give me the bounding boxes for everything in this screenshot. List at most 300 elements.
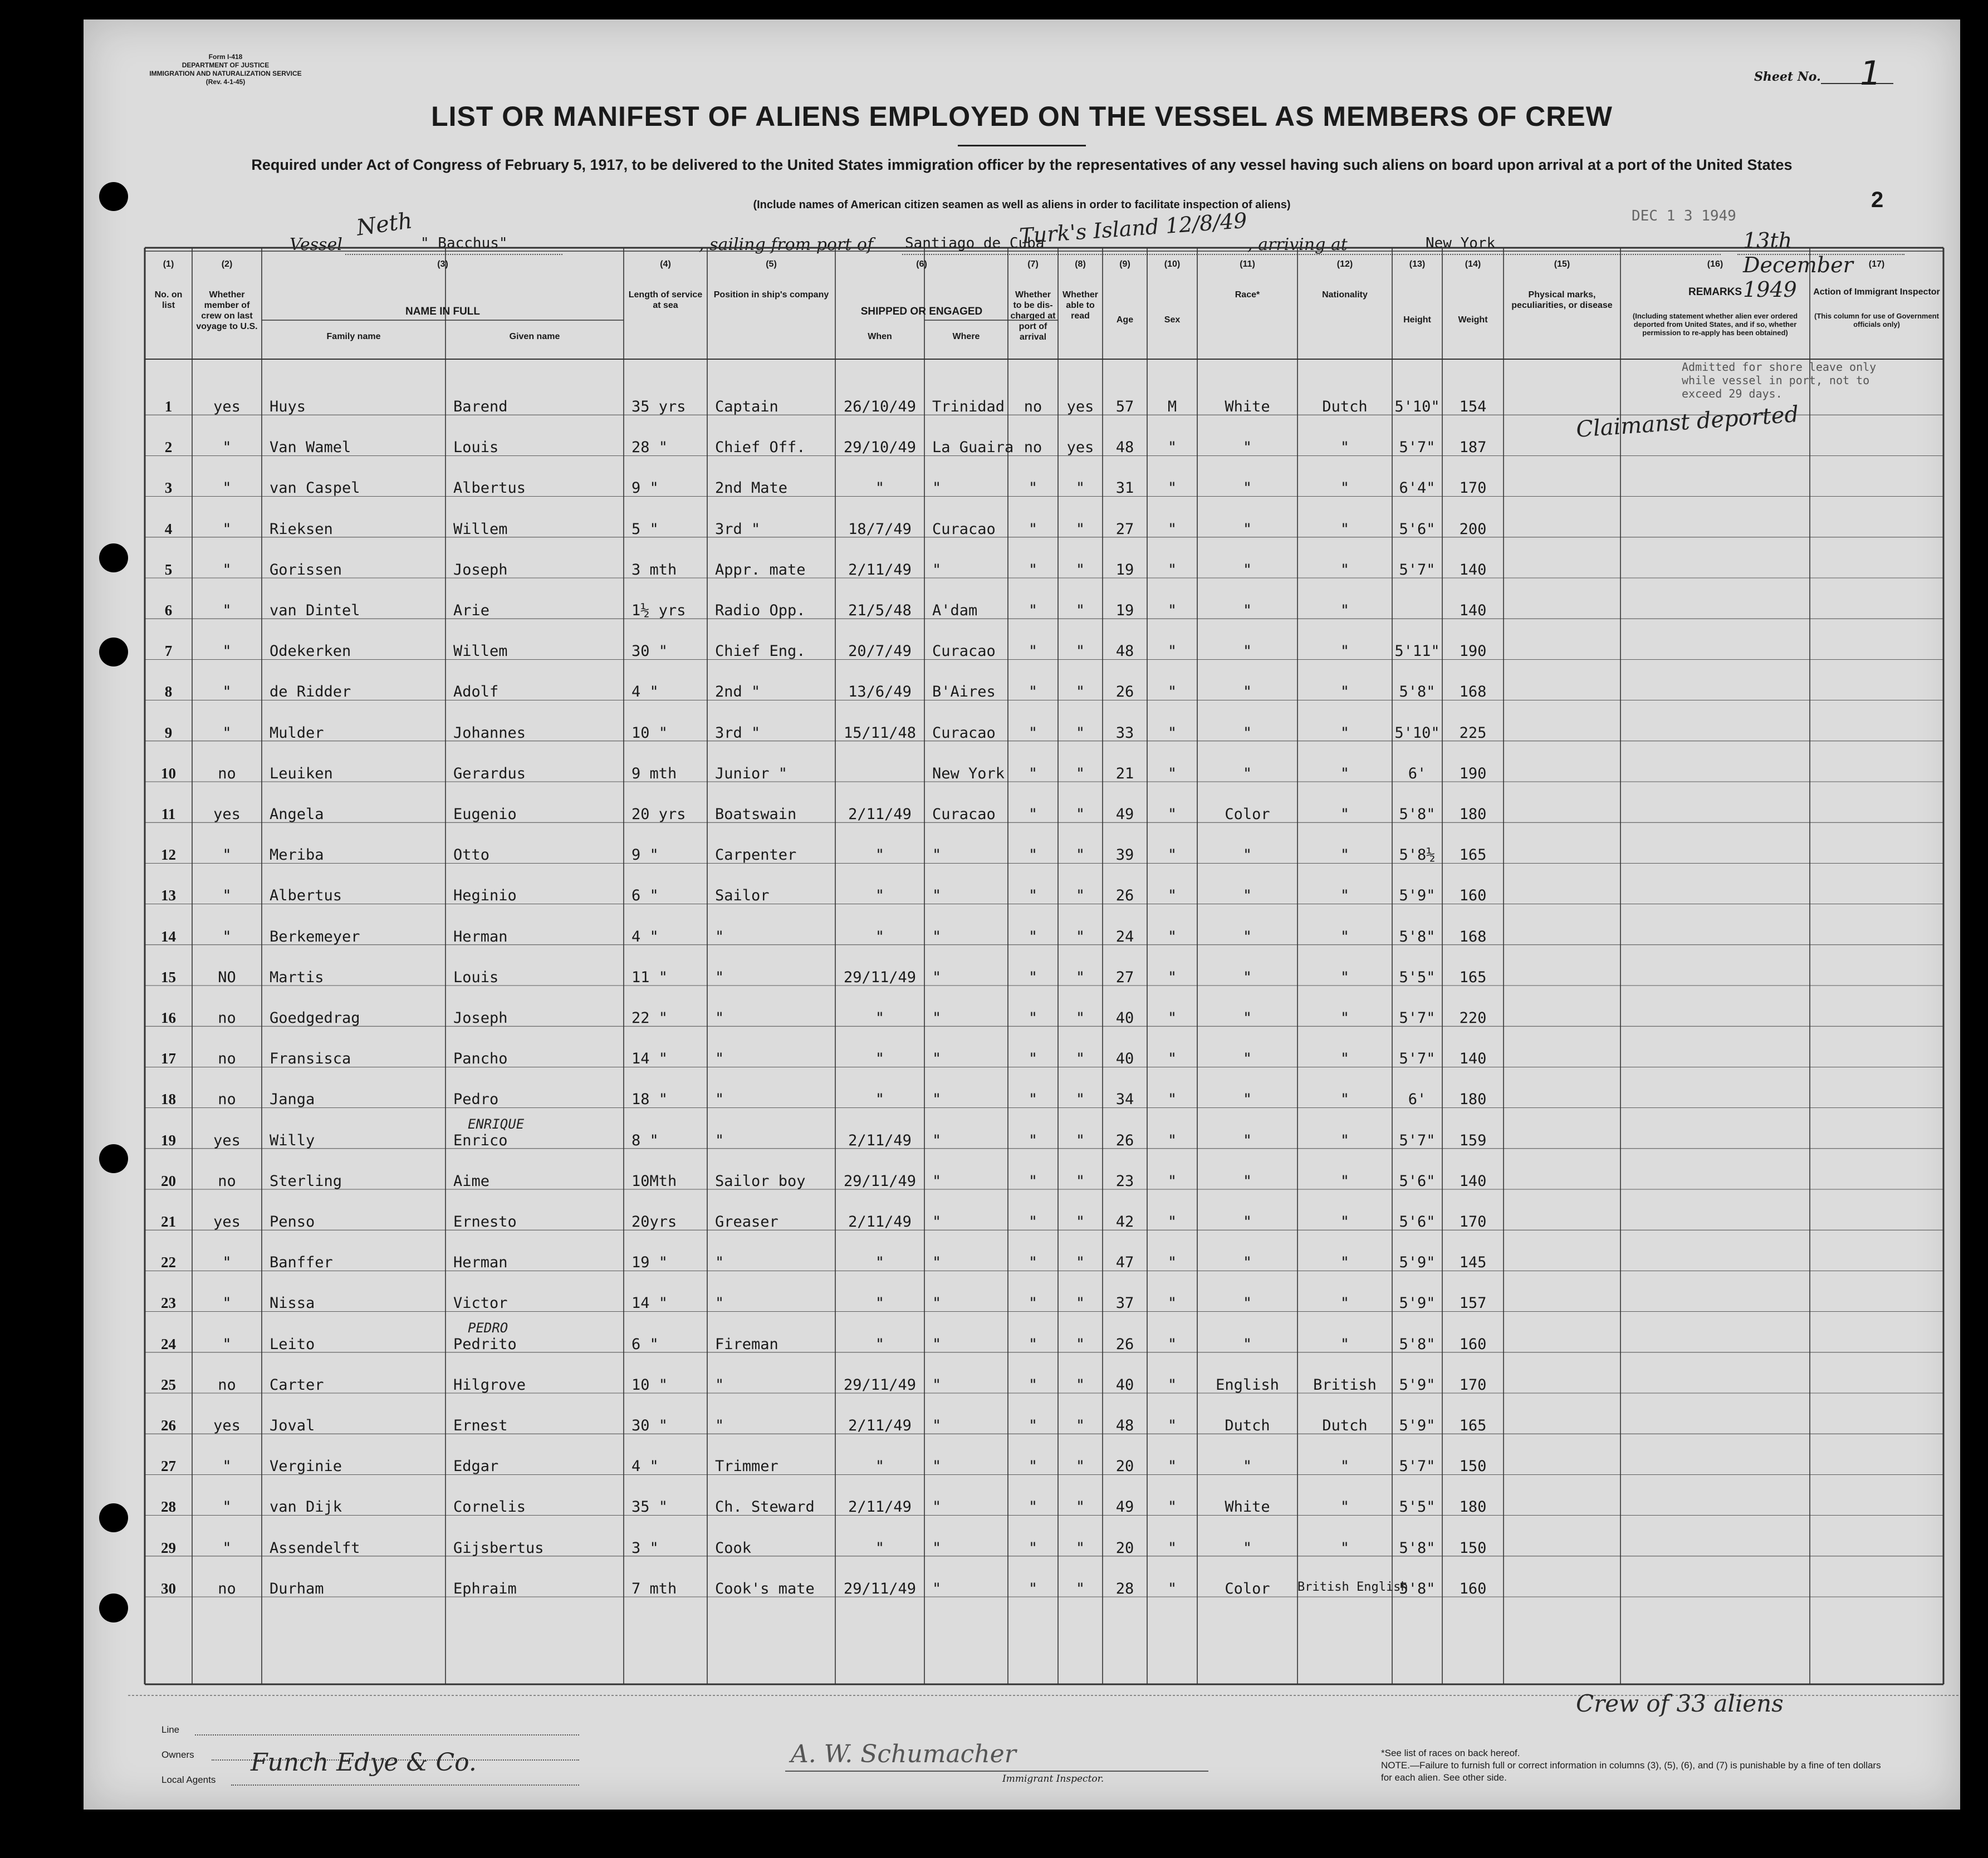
column-number: (6)	[916, 259, 927, 269]
cell-prev: "	[222, 1335, 232, 1353]
sailing-port: Santiago de Cuba	[905, 235, 1045, 252]
cell-position: Sailor boy	[715, 1172, 806, 1190]
cell-no: 14	[161, 928, 176, 945]
cell-prev: "	[222, 1498, 232, 1516]
cell-sex: "	[1167, 968, 1177, 986]
cell-read: "	[1075, 520, 1085, 538]
arrival-date: 13th December 1949	[1743, 228, 1853, 302]
cell-when: 18/7/49	[848, 520, 912, 538]
cell-when: 29/10/49	[843, 439, 917, 457]
cell-prev: "	[222, 520, 232, 538]
cell-height: 5'10"	[1394, 724, 1440, 742]
cell-given: Pedrito	[453, 1335, 517, 1353]
cell-when: 13/6/49	[848, 683, 912, 701]
cell-age: 20	[1115, 1539, 1134, 1557]
cell-prev: yes	[213, 1417, 241, 1434]
cell-race: White	[1225, 1498, 1270, 1516]
cell-sex: "	[1167, 1213, 1177, 1231]
cell-position: "	[715, 1254, 724, 1272]
cell-read: "	[1075, 1335, 1085, 1353]
cell-no: 12	[161, 846, 176, 864]
cell-no: 27	[161, 1458, 176, 1475]
cell-read: "	[1075, 1050, 1085, 1068]
cell-service: 5 "	[631, 520, 659, 538]
cell-nat: British English	[1297, 1580, 1408, 1594]
inspector-label: Immigrant Inspector.	[1002, 1773, 1104, 1785]
cell-family: Willy	[270, 1131, 315, 1149]
cell-service: 28 "	[631, 439, 668, 457]
line-rule	[195, 1734, 579, 1736]
column-number: (2)	[221, 259, 233, 269]
cell-nat: Dutch	[1322, 398, 1368, 415]
cell-given: Louis	[453, 439, 499, 457]
cell-no: 23	[161, 1295, 176, 1312]
sheet-number-label: Sheet No.	[1754, 70, 1821, 84]
cell-service: 9 "	[631, 846, 659, 864]
cell-sex: "	[1167, 1131, 1177, 1149]
cell-no: 13	[161, 887, 176, 904]
cell-age: 48	[1115, 1417, 1134, 1434]
cell-service: 20 yrs	[631, 806, 686, 823]
cell-disch: "	[1028, 887, 1038, 905]
crew-count-note: Crew of 33 aliens	[1576, 1690, 1784, 1717]
cell-no: 6	[164, 602, 173, 619]
cell-height: 5'7"	[1399, 1009, 1436, 1027]
cell-nat: "	[1340, 806, 1350, 823]
cell-when: "	[875, 846, 885, 864]
cell-weight: 180	[1459, 1498, 1487, 1516]
cell-race: "	[1242, 724, 1252, 742]
inspector-rule	[785, 1771, 1208, 1772]
cell-where: "	[932, 561, 942, 579]
cell-sex: "	[1167, 1498, 1177, 1516]
cell-height: 5'11"	[1394, 643, 1440, 660]
cell-age: 49	[1115, 806, 1134, 823]
agents-rule	[231, 1785, 579, 1786]
cell-weight: 157	[1459, 1295, 1487, 1312]
cell-disch: no	[1024, 439, 1042, 457]
cell-age: 26	[1115, 1335, 1134, 1353]
cell-weight: 168	[1459, 928, 1487, 945]
cell-disch: "	[1028, 1091, 1038, 1109]
cell-given: Edgar	[453, 1458, 499, 1475]
cell-age: 42	[1115, 1213, 1134, 1231]
cell-read: "	[1075, 968, 1085, 986]
cell-read: "	[1075, 1172, 1085, 1190]
cell-family: Assendelft	[270, 1539, 360, 1557]
cell-read: "	[1075, 1498, 1085, 1516]
column-subnote: (Including statement whether alien ever ordered deported from United States, and if so, whether permission to re-apply has been obtained)	[1632, 312, 1798, 337]
cell-disch: "	[1028, 1254, 1038, 1272]
cell-service: 35 yrs	[631, 398, 686, 415]
column-label: Nationality	[1322, 290, 1368, 300]
cell-sex: M	[1167, 398, 1177, 415]
cell-where: "	[932, 1254, 942, 1272]
cell-race: "	[1242, 887, 1252, 905]
cell-family: van Caspel	[270, 479, 360, 497]
column-number: (17)	[1868, 259, 1885, 269]
cell-given: Johannes	[453, 724, 526, 742]
cell-given: Ernesto	[453, 1213, 517, 1231]
cell-where: "	[932, 1213, 942, 1231]
cell-where: "	[932, 846, 942, 864]
cell-read: "	[1075, 1254, 1085, 1272]
cell-nat: "	[1340, 1254, 1350, 1272]
cell-no: 1	[164, 398, 173, 415]
cell-height: 5'9"	[1399, 1254, 1436, 1272]
cell-where: Curacao	[932, 520, 996, 538]
cell-race: "	[1242, 602, 1252, 619]
cell-given: Willem	[453, 520, 508, 538]
cell-no: 30	[161, 1580, 176, 1597]
cell-weight: 154	[1459, 398, 1487, 415]
cell-when: 29/11/49	[843, 1376, 917, 1394]
cell-age: 34	[1115, 1091, 1134, 1109]
cell-no: 11	[161, 806, 176, 822]
cell-disch: "	[1028, 764, 1038, 782]
cell-read: "	[1075, 928, 1085, 945]
cell-family: Janga	[270, 1091, 315, 1109]
cell-service: 4 "	[631, 928, 659, 945]
cell-given: Adolf	[453, 683, 499, 701]
cell-nat: "	[1340, 1335, 1350, 1353]
cell-sex: "	[1167, 683, 1177, 701]
cell-height: 5'5"	[1399, 1498, 1436, 1516]
cell-disch: no	[1024, 398, 1042, 415]
cell-weight: 190	[1459, 643, 1487, 660]
cell-read: "	[1075, 1009, 1085, 1027]
cell-nat: "	[1340, 1539, 1350, 1557]
cell-sex: "	[1167, 887, 1177, 905]
cell-age: 19	[1115, 561, 1134, 579]
column-label: Race*	[1235, 290, 1260, 300]
cell-family: Joval	[270, 1417, 315, 1434]
cell-sex: "	[1167, 643, 1177, 660]
cell-prev: NO	[218, 968, 236, 986]
cell-nat: "	[1340, 602, 1350, 619]
cell-weight: 140	[1459, 561, 1487, 579]
cell-prev: "	[222, 479, 232, 497]
sailing-label: , sailing from port of	[699, 235, 874, 254]
column-number: (9)	[1119, 259, 1130, 269]
cell-weight: 150	[1459, 1458, 1487, 1475]
cell-sex: "	[1167, 561, 1177, 579]
cell-age: 48	[1115, 643, 1134, 660]
cell-when: "	[875, 887, 885, 905]
cell-service: 30 "	[631, 1417, 668, 1434]
cell-height: 5'7"	[1399, 439, 1436, 457]
cell-sex: "	[1167, 1539, 1177, 1557]
cell-prev: "	[222, 887, 232, 905]
cell-sex: "	[1167, 928, 1177, 945]
cell-disch: "	[1028, 1213, 1038, 1231]
cell-where: "	[932, 1091, 942, 1109]
cell-disch: "	[1028, 479, 1038, 497]
cell-age: 37	[1115, 1295, 1134, 1312]
column-number: (11)	[1240, 259, 1255, 269]
cell-read: "	[1075, 806, 1085, 823]
cell-no: 15	[161, 968, 176, 986]
cell-read: "	[1075, 1580, 1085, 1597]
cell-given: Joseph	[453, 561, 508, 579]
cell-when: "	[875, 1091, 885, 1109]
cell-given: Joseph	[453, 1009, 508, 1027]
vessel-flag-handwritten: Neth	[355, 208, 414, 241]
cell-when: "	[875, 1254, 885, 1272]
cell-race: "	[1242, 928, 1252, 945]
cell-weight: 180	[1459, 1091, 1487, 1109]
cell-age: 47	[1115, 1254, 1134, 1272]
cell-weight: 200	[1459, 520, 1487, 538]
cell-disch: "	[1028, 1335, 1038, 1353]
form-identifier	[145, 53, 306, 86]
cell-family: Huys	[270, 398, 306, 415]
cell-weight: 165	[1459, 846, 1487, 864]
cell-when: "	[875, 1335, 885, 1353]
cell-no: 25	[161, 1376, 176, 1393]
manifest-sheet	[84, 19, 1960, 1810]
cell-height: 5'7"	[1399, 1050, 1436, 1068]
cell-prev: no	[218, 1050, 236, 1068]
cell-given: Gerardus	[453, 764, 526, 782]
owners-label: Owners	[161, 1749, 194, 1760]
cell-family: de Ridder	[270, 683, 351, 701]
cell-when: "	[875, 1458, 885, 1475]
cell-position: "	[715, 968, 724, 986]
cell-read: "	[1075, 1539, 1085, 1557]
cell-prev: "	[222, 846, 232, 864]
cell-position: 3rd "	[715, 724, 761, 742]
cell-disch: "	[1028, 602, 1038, 619]
cell-service: 19 "	[631, 1254, 668, 1272]
cell-height: 5'5"	[1399, 968, 1436, 986]
cell-sex: "	[1167, 1172, 1177, 1190]
cell-no: 28	[161, 1498, 176, 1516]
cell-family: Mulder	[270, 724, 324, 742]
cell-read: "	[1075, 1213, 1085, 1231]
cell-weight: 145	[1459, 1254, 1487, 1272]
cell-nat: "	[1340, 846, 1350, 864]
arriving-port-rule	[1359, 254, 1721, 255]
cell-when: "	[875, 1295, 885, 1312]
cell-where: Trinidad	[932, 398, 1005, 415]
column-number: (8)	[1075, 259, 1086, 269]
cell-service: 4 "	[631, 1458, 659, 1475]
cell-when: 29/11/49	[843, 1172, 917, 1190]
arriving-port: New York	[1426, 235, 1496, 252]
footnote	[1381, 1747, 1882, 1784]
column-label: SHIPPED OR ENGAGED	[860, 306, 983, 317]
column-number: (3)	[437, 259, 448, 269]
cell-family: Martis	[270, 968, 324, 986]
cell-when: "	[875, 928, 885, 945]
cell-where: Curacao	[932, 643, 996, 660]
cell-service: 4 "	[631, 683, 659, 701]
cell-given: Heginio	[453, 887, 517, 905]
cell-sex: "	[1167, 1580, 1177, 1597]
cell-when: 26/10/49	[843, 398, 917, 415]
cell-where: "	[932, 928, 942, 945]
cell-family: Meriba	[270, 846, 324, 864]
cell-age: 26	[1115, 683, 1134, 701]
cell-height: 5'9"	[1399, 887, 1436, 905]
cell-when: "	[875, 1539, 885, 1557]
cell-prev: "	[222, 602, 232, 619]
cell-nat: "	[1340, 561, 1350, 579]
column-sublabel: Given name	[509, 332, 560, 341]
cell-disch: "	[1028, 1498, 1038, 1516]
corner-number: 2	[1871, 188, 1884, 212]
cell-no: 22	[161, 1254, 176, 1271]
cell-read: "	[1075, 1295, 1085, 1312]
cell-nat: "	[1340, 1050, 1350, 1068]
cell-family: Leuiken	[270, 764, 333, 782]
cell-nat: "	[1340, 1295, 1350, 1312]
column-number: (13)	[1409, 259, 1426, 269]
cell-read: "	[1075, 643, 1085, 660]
cell-position: Ch. Steward	[715, 1498, 815, 1516]
date-stamp: DEC 1 3 1949	[1632, 208, 1736, 224]
vessel-label: Vessel	[290, 235, 342, 254]
vessel-name-rule	[345, 254, 562, 255]
cell-prev: no	[218, 1009, 236, 1027]
cell-read: "	[1075, 1458, 1085, 1475]
cell-race: "	[1242, 1539, 1252, 1557]
cell-read: "	[1075, 1417, 1085, 1434]
cell-race: "	[1242, 1213, 1252, 1231]
cell-where: "	[932, 1050, 942, 1068]
cell-no: 26	[161, 1417, 176, 1434]
cell-age: 49	[1115, 1498, 1134, 1516]
cell-given: Ephraim	[453, 1580, 517, 1597]
cell-disch: "	[1028, 846, 1038, 864]
cell-service: 9 mth	[631, 764, 677, 782]
cell-race: "	[1242, 479, 1252, 497]
cell-age: 23	[1115, 1172, 1134, 1190]
cell-no: 24	[161, 1335, 176, 1352]
cell-height: 6'4"	[1399, 479, 1436, 497]
cell-disch: "	[1028, 1009, 1038, 1027]
cell-height: 5'8"	[1399, 683, 1436, 701]
cell-nat: "	[1340, 683, 1350, 701]
cell-race: "	[1242, 561, 1252, 579]
cell-race: "	[1242, 1050, 1252, 1068]
punch-hole	[99, 543, 128, 572]
cell-service: 3 mth	[631, 561, 677, 579]
cell-when: 29/11/49	[843, 1580, 917, 1597]
cell-given: Cornelis	[453, 1498, 526, 1516]
cell-read: "	[1075, 887, 1085, 905]
cell-read: "	[1075, 479, 1085, 497]
cell-no: 19	[161, 1131, 176, 1149]
cell-service: 14 "	[631, 1050, 668, 1068]
cell-height: 6'	[1408, 764, 1427, 782]
cell-disch: "	[1028, 561, 1038, 579]
cell-height: 5'6"	[1399, 1172, 1436, 1190]
cell-family: Odekerken	[270, 643, 351, 660]
cell-where: "	[932, 1172, 942, 1190]
cell-position: Appr. mate	[715, 561, 806, 579]
cell-nat: "	[1340, 764, 1350, 782]
cell-prev: "	[222, 683, 232, 701]
cell-service: 10Mth	[631, 1172, 677, 1190]
column-label: Height	[1403, 315, 1431, 325]
cell-where: "	[932, 1539, 942, 1557]
cell-where: "	[932, 968, 942, 986]
cell-height: 5'9"	[1399, 1417, 1436, 1434]
cell-position: 2nd "	[715, 683, 761, 701]
cell-where: "	[932, 1335, 942, 1353]
remarks-handwritten: Claimanst deported	[1575, 401, 1800, 443]
cell-position: Greaser	[715, 1213, 778, 1231]
cell-family: Angela	[270, 806, 324, 823]
column-label: NAME IN FULL	[405, 306, 481, 317]
cell-disch: "	[1028, 1580, 1038, 1597]
cell-sex: "	[1167, 520, 1177, 538]
punch-hole	[99, 638, 128, 666]
title-divider	[958, 145, 1086, 146]
cell-read: "	[1075, 1091, 1085, 1109]
cell-sex: "	[1167, 1254, 1177, 1272]
cell-service: 30 "	[631, 643, 668, 660]
cell-prev: no	[218, 764, 236, 782]
cell-position: Radio Opp.	[715, 602, 806, 619]
sheet-number-value: 1	[1860, 54, 1882, 93]
cell-weight: 159	[1459, 1131, 1487, 1149]
cell-weight: 165	[1459, 1417, 1487, 1434]
cell-disch: "	[1028, 1172, 1038, 1190]
cell-race: "	[1242, 764, 1252, 782]
cell-sex: "	[1167, 1417, 1177, 1434]
cell-read: yes	[1066, 398, 1094, 415]
cell-prev: "	[222, 1539, 232, 1557]
cell-weight: 170	[1459, 1213, 1487, 1231]
cell-race: "	[1242, 1458, 1252, 1475]
cell-position: "	[715, 1091, 724, 1109]
cell-position: Trimmer	[715, 1458, 778, 1475]
cell-given: Otto	[453, 846, 490, 864]
cell-where: Curacao	[932, 806, 996, 823]
cell-position: Chief Off.	[715, 439, 806, 457]
cell-given: Arie	[453, 602, 490, 619]
cell-position: "	[715, 928, 724, 945]
cell-nat: "	[1340, 887, 1350, 905]
cell-position: Junior "	[715, 764, 788, 782]
cell-height: 5'9"	[1399, 1376, 1436, 1394]
cell-height: 5'8"	[1399, 1539, 1436, 1557]
cell-position: Carpenter	[715, 846, 797, 864]
column-label: Position in ship's company	[713, 290, 829, 300]
cell-weight: 160	[1459, 887, 1487, 905]
inspector-signature: A. W. Schumacher	[791, 1740, 1016, 1768]
cell-nat: "	[1340, 1213, 1350, 1231]
cell-sex: "	[1167, 1009, 1177, 1027]
cell-sex: "	[1167, 439, 1177, 457]
cell-prev: no	[218, 1376, 236, 1394]
punch-hole	[99, 1503, 128, 1532]
cell-disch: "	[1028, 520, 1038, 538]
cell-service: 14 "	[631, 1295, 668, 1312]
cell-age: 31	[1115, 479, 1134, 497]
cell-prev: no	[218, 1580, 236, 1597]
cell-service: 11 "	[631, 968, 668, 986]
agents-label: Local Agents	[161, 1774, 216, 1785]
cell-family: Banffer	[270, 1254, 333, 1272]
column-label: Sex	[1164, 315, 1181, 325]
cell-given: Herman	[453, 1254, 508, 1272]
cell-position: Boatswain	[715, 806, 797, 823]
cell-where: "	[932, 1458, 942, 1475]
